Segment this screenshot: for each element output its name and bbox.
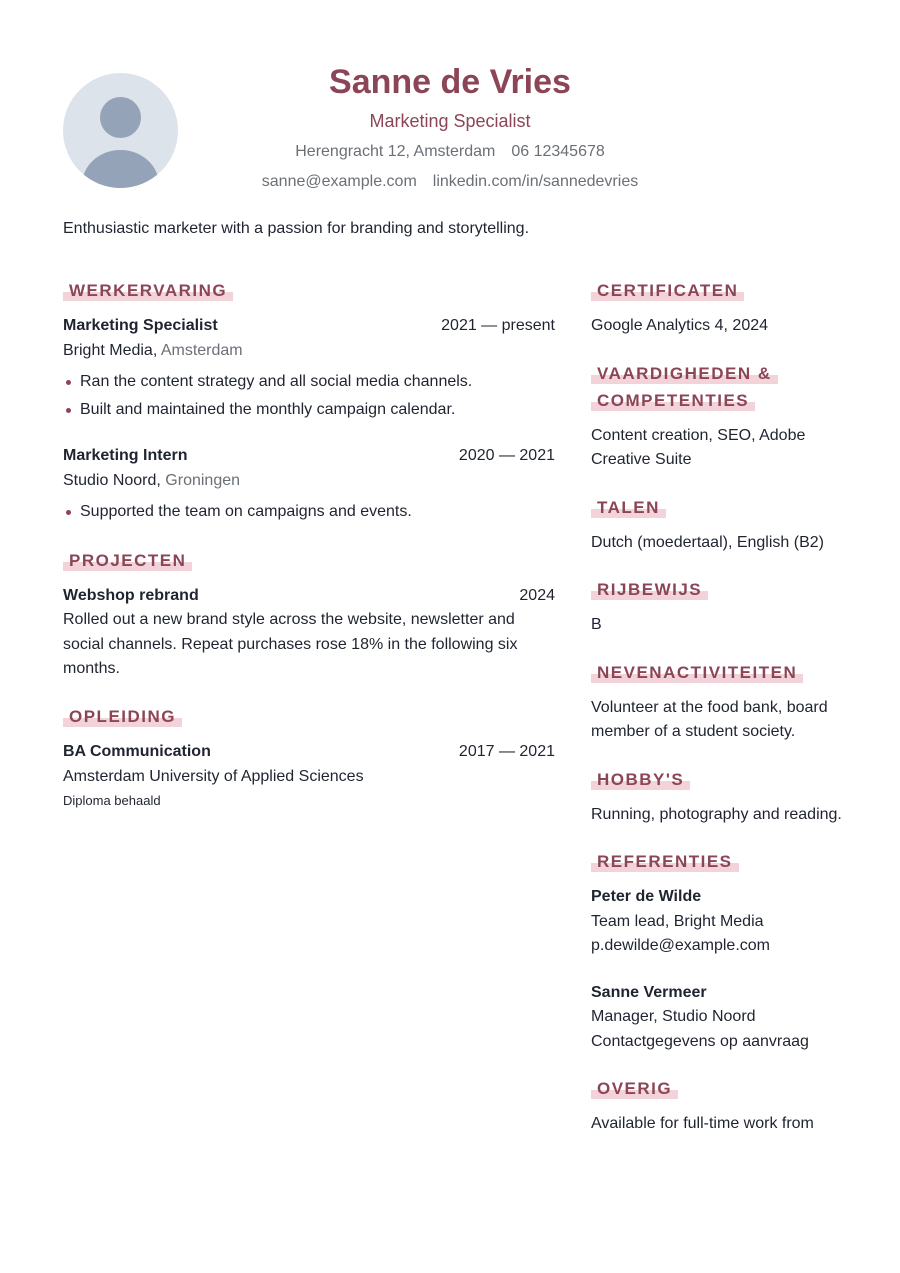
section-title-other: OVERIG xyxy=(591,1078,678,1100)
education-school: Amsterdam University of Applied Sciences xyxy=(63,767,364,785)
profile-summary: Enthusiastic marketer with a passion for branding and storytelling. xyxy=(63,220,530,237)
education-entry xyxy=(63,740,555,813)
section-title-hobbies: HOBBY'S xyxy=(591,769,690,791)
section-title-skills xyxy=(591,363,851,412)
main-column xyxy=(63,280,555,837)
contact-phone: 06 12345678 xyxy=(511,143,605,160)
job-company-line xyxy=(63,338,555,363)
resume-header xyxy=(0,60,900,193)
work-experience-section xyxy=(63,280,555,526)
reference-entry xyxy=(591,885,851,959)
reference-contact: p.dewilde@example.com xyxy=(591,937,770,954)
side-activities-text: Volunteer at the food bank, board member of a student society. xyxy=(591,698,828,740)
job-bullet: Built and maintained the monthly campaign calendar. xyxy=(63,396,555,424)
section-title-license: RIJBEWIJS xyxy=(591,579,708,601)
certificates-section xyxy=(591,280,851,339)
job-dates: 2020 — 2021 xyxy=(458,447,555,464)
job-bullet: Ran the content strategy and all social media channels. xyxy=(63,368,555,396)
education-degree: BA Communication xyxy=(63,742,211,760)
project-name: Webshop rebrand xyxy=(63,587,199,604)
skills-section xyxy=(591,363,851,473)
projects-section xyxy=(63,550,555,682)
job-bullets xyxy=(63,498,555,526)
work-entry xyxy=(63,444,555,526)
other-section xyxy=(591,1078,851,1137)
contact-line-2 xyxy=(0,171,900,193)
side-column xyxy=(591,280,851,1161)
section-title-references: REFERENTIES xyxy=(591,851,739,873)
section-title-education: OPLEIDING xyxy=(63,706,182,728)
job-title: Marketing Specialist xyxy=(63,317,218,334)
job-bullet: Supported the team on campaigns and events. xyxy=(63,498,555,526)
job-company-line xyxy=(63,468,555,493)
other-text: Available for full-time work from xyxy=(591,1115,814,1132)
job-dates: 2021 — present xyxy=(441,317,555,334)
reference-entry xyxy=(591,981,851,1055)
languages-text: Dutch (moedertaal), English (B2) xyxy=(591,533,824,551)
skills-text: Content creation, SEO, Adobe Creative Suite xyxy=(591,426,806,468)
job-company: Studio Noord, xyxy=(63,472,161,489)
license-text: B xyxy=(591,616,602,633)
education-note: Diploma behaald xyxy=(63,792,161,808)
hobbies-text: Running, photography and reading. xyxy=(591,805,842,823)
reference-contact: Contactgegevens op aanvraag xyxy=(591,1032,809,1050)
education-section xyxy=(63,706,555,813)
certificates-text: Google Analytics 4, 2024 xyxy=(591,317,769,334)
section-title-projects: PROJECTEN xyxy=(63,550,192,572)
job-city: Amsterdam xyxy=(160,342,243,359)
license-section xyxy=(591,579,851,638)
work-entry xyxy=(63,314,555,424)
reference-role: Team lead, Bright Media xyxy=(591,912,764,930)
references-section xyxy=(591,851,851,1054)
section-title-certificates: CERTIFICATEN xyxy=(591,280,744,302)
languages-section xyxy=(591,497,851,556)
section-title-skills-line-2: COMPETENTIES xyxy=(591,390,755,412)
hobbies-section xyxy=(591,769,851,828)
contact-address: Herengracht 12, Amsterdam xyxy=(295,143,496,160)
project-year: 2024 xyxy=(519,587,555,604)
job-title: Marketing Intern xyxy=(63,447,188,464)
job-bullets xyxy=(63,368,555,424)
project-description: Rolled out a new brand style across the website, newsletter and social channels. Repeat purchases rose 18% in the following six months. xyxy=(63,611,518,677)
section-title-side-activities: NEVENACTIVITEITEN xyxy=(591,662,803,684)
section-title-languages: TALEN xyxy=(591,497,666,519)
contact-line-1 xyxy=(0,141,900,163)
candidate-name: Sanne de Vries xyxy=(329,63,571,101)
candidate-role: Marketing Specialist xyxy=(369,111,531,131)
reference-name: Peter de Wilde xyxy=(591,888,702,905)
job-company: Bright Media, xyxy=(63,342,158,359)
reference-name: Sanne Vermeer xyxy=(591,983,707,1001)
section-title-skills-line-1: VAARDIGHEDEN & xyxy=(591,363,778,385)
contact-linkedin: linkedin.com/in/sannedevries xyxy=(432,173,639,190)
section-title-work: WERKERVARING xyxy=(63,280,233,302)
education-dates: 2017 — 2021 xyxy=(458,742,555,760)
job-city: Groningen xyxy=(165,472,241,489)
project-entry xyxy=(63,584,555,682)
side-activities-section xyxy=(591,662,851,745)
reference-role: Manager, Studio Noord xyxy=(591,1008,756,1025)
contact-email: sanne@example.com xyxy=(261,173,417,190)
